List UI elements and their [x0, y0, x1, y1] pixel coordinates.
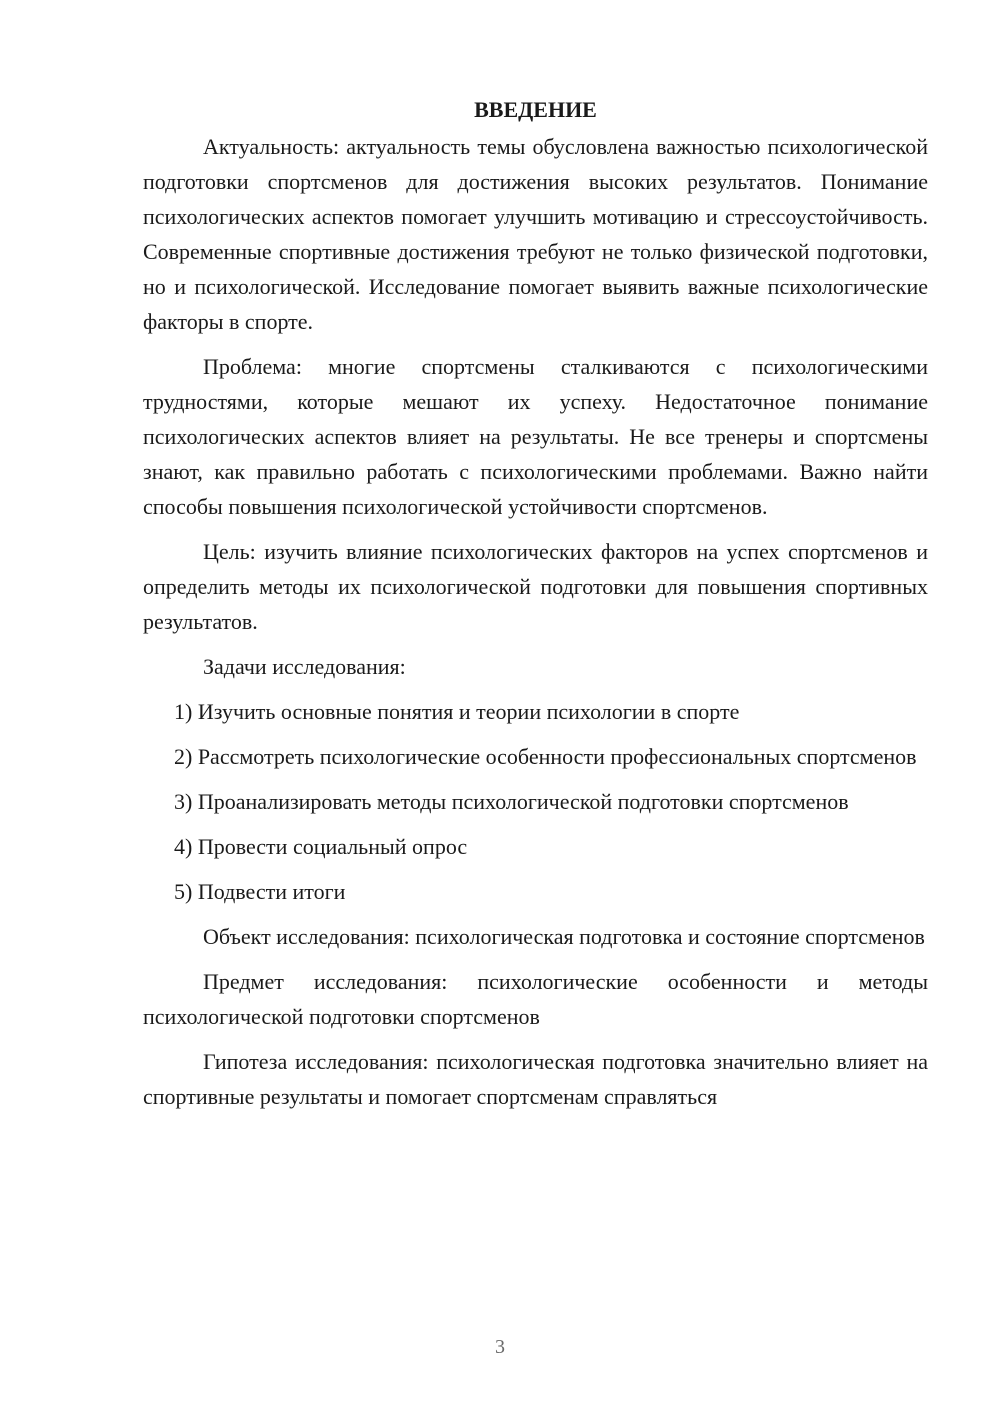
section-title: ВВЕДЕНИЕ: [474, 97, 597, 122]
task-item: 3) Проанализировать методы психологической подготовки спортсменов: [174, 789, 849, 814]
paragraph-goal: Цель: изучить влияние психологических факторов на успех спортсменов и определить методы их психологической подготовки для повышения спортивных результатов.: [143, 539, 928, 634]
task-item: 2) Рассмотреть психологические особенности профессиональных спортсменов: [174, 744, 917, 769]
paragraph-relevance: Актуальность: актуальность темы обусловлена важностью психологической подготовки спортсменов для достижения высоких результатов. Понимание психологических аспектов помогает улучшить мотивацию и стрессоустойчивость. Современные спортивные достижения требуют не только физической подготовки, но и психологической. Исследование помогает выявить важные психологические факторы в спорте.: [143, 134, 928, 334]
tasks-heading: Задачи исследования:: [203, 654, 406, 679]
task-item: 4) Провести социальный опрос: [174, 834, 468, 859]
task-item: 1) Изучить основные понятия и теории психологии в спорте: [174, 699, 740, 724]
page-number: 3: [495, 1336, 505, 1358]
paragraph-hypothesis: Гипотеза исследования: психологическая подготовка значительно влияет на спортивные результаты и помогает спортсменам справляться: [143, 1049, 928, 1109]
tasks-list: [143, 694, 928, 909]
task-item: 5) Подвести итоги: [174, 879, 346, 904]
paragraph-problem: Проблема: многие спортсмены сталкиваются с психологическими трудностями, которые мешают их успеху. Недостаточное понимание психологических аспектов влияет на результаты. Не все тренеры и спортсмены знают, как правильно работать с психологическими проблемами. Важно найти способы повышения психологической устойчивости спортсменов.: [143, 354, 928, 519]
paragraph-object: Объект исследования: психологическая подготовка и состояние спортсменов: [203, 924, 925, 949]
page-content: [143, 92, 928, 1114]
paragraph-subject: Предмет исследования: психологические особенности и методы психологической подготовки спортсменов: [143, 969, 928, 1029]
